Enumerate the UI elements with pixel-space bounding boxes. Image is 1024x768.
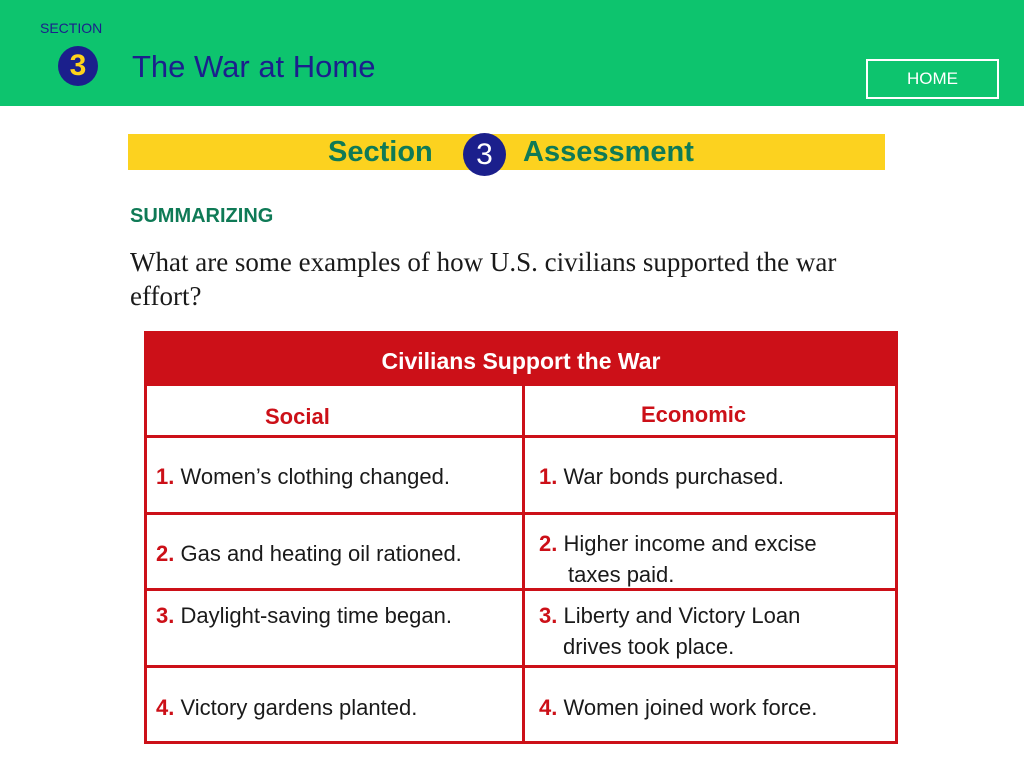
civilians-support-table bbox=[144, 331, 898, 744]
assessment-title-text: Assessment bbox=[523, 136, 694, 168]
column-header-economic: Economic bbox=[641, 402, 747, 427]
item-number: 4. bbox=[156, 695, 175, 720]
item-number: 3. bbox=[156, 603, 175, 628]
item-text: Liberty and Victory Loan bbox=[563, 603, 801, 628]
economic-item-1 bbox=[539, 461, 784, 492]
item-number: 2. bbox=[539, 531, 558, 556]
item-number: 1. bbox=[539, 464, 558, 489]
item-text: Women joined work force. bbox=[563, 695, 818, 720]
item-text: Women’s clothing changed. bbox=[180, 464, 450, 489]
summarizing-heading: SUMMARIZING bbox=[130, 205, 274, 227]
item-number: 2. bbox=[156, 541, 175, 566]
item-text: Higher income and excise bbox=[563, 531, 817, 556]
table-title: Civilians Support the War bbox=[147, 334, 895, 386]
item-number: 4. bbox=[539, 695, 558, 720]
row-divider bbox=[147, 665, 895, 668]
economic-item-2 bbox=[539, 528, 817, 590]
item-text-continued: drives took place. bbox=[563, 634, 735, 659]
social-item-1 bbox=[156, 461, 450, 492]
question-text: What are some examples of how U.S. civilians supported the war effort? bbox=[130, 247, 837, 311]
item-text-continued: taxes paid. bbox=[568, 562, 675, 587]
assessment-number-badge: 3 bbox=[463, 133, 506, 176]
social-item-2 bbox=[156, 538, 462, 569]
item-number: 3. bbox=[539, 603, 558, 628]
section-label: SECTION bbox=[40, 20, 103, 36]
economic-item-3 bbox=[539, 600, 800, 662]
header-bar bbox=[0, 0, 1024, 106]
section-assessment-banner bbox=[128, 134, 885, 170]
page-title: The War at Home bbox=[132, 49, 376, 84]
column-divider bbox=[522, 386, 525, 741]
item-text: Victory gardens planted. bbox=[180, 695, 418, 720]
item-number: 1. bbox=[156, 464, 175, 489]
economic-item-4 bbox=[539, 692, 817, 723]
row-divider bbox=[147, 435, 895, 438]
row-divider bbox=[147, 512, 895, 515]
assessment-section-text: Section bbox=[328, 136, 433, 168]
home-button[interactable]: HOME bbox=[866, 59, 999, 99]
section-number-badge: 3 bbox=[58, 46, 98, 86]
social-item-4 bbox=[156, 692, 417, 723]
item-text: War bonds purchased. bbox=[563, 464, 785, 489]
social-item-3 bbox=[156, 600, 452, 631]
column-header-social: Social bbox=[265, 404, 330, 429]
item-text: Daylight-saving time began. bbox=[180, 603, 452, 628]
item-text: Gas and heating oil rationed. bbox=[180, 541, 462, 566]
